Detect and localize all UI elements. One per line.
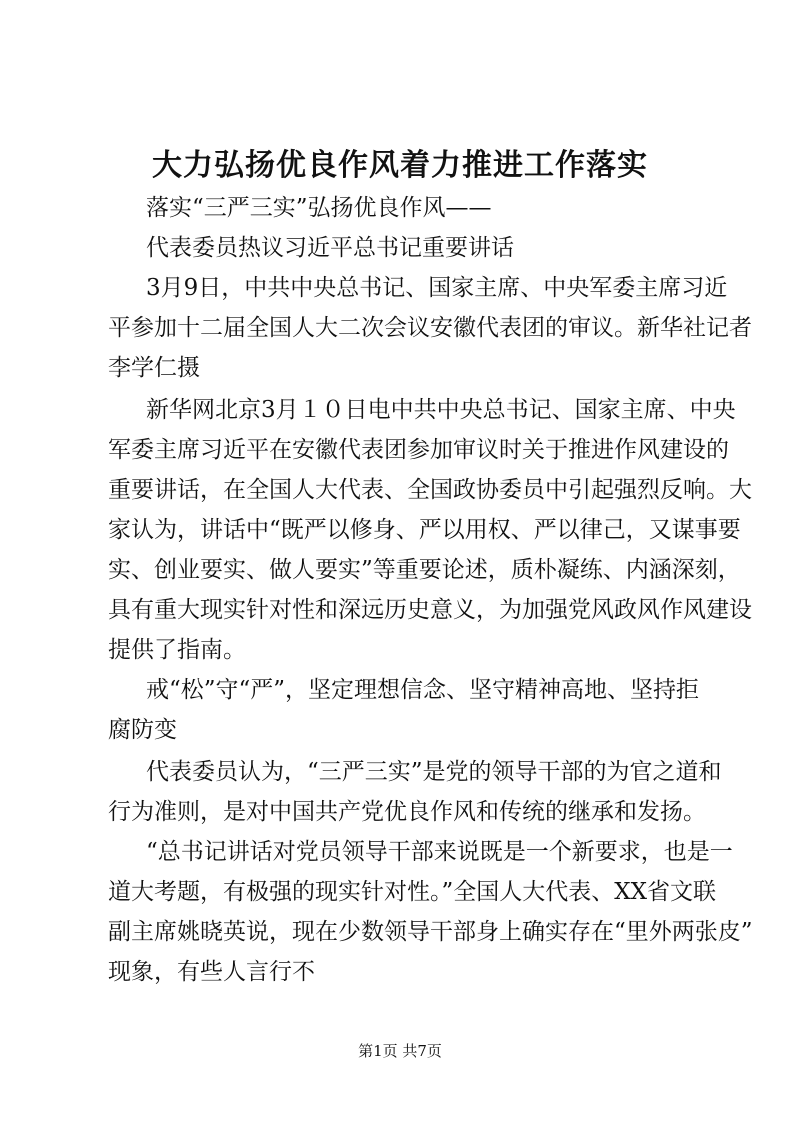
subtitle-paragraph xyxy=(108,228,698,268)
text-line: 现象，有些人言行不 xyxy=(108,959,315,985)
text-line: 道大考题，有极强的现实针对性。”全国人大代表、XX省文联 xyxy=(108,879,717,905)
text-line: 落实“三严三实”弘扬优良作风—— xyxy=(146,195,492,221)
subtitle-paragraph xyxy=(108,188,698,228)
body-paragraph xyxy=(108,832,753,992)
body-paragraph xyxy=(108,390,752,670)
text-line: 重要讲话，在全国人大代表、全国政协委员中引起强烈反响。大 xyxy=(108,477,752,503)
body-paragraph xyxy=(108,268,752,388)
text-line: 实、创业要实、做人要实”等重要论述，质朴凝练、内涵深刻， xyxy=(108,557,741,583)
text-line: 提供了指南。 xyxy=(108,637,246,663)
text-line: 戒“松”守“严”，坚定理想信念、坚守精神高地、坚持拒 xyxy=(146,677,700,703)
text-line: 副主席姚晓英说，现在少数领导干部身上确实存在“里外两张皮” xyxy=(108,919,753,945)
text-line: 平参加十二届全国人大二次会议安徽代表团的审议。新华社记者 xyxy=(108,315,752,341)
document-title: 大力弘扬优良作风着力推进工作落实 xyxy=(152,148,648,183)
text-line: 李学仁摄 xyxy=(108,355,200,381)
text-line: 3月9日，中共中央总书记、国家主席、中央军委主席习近 xyxy=(146,275,728,301)
text-line: 新华网北京3月１０日电中共中央总书记、国家主席、中央 xyxy=(146,397,736,423)
text-line: 行为准则，是对中国共产党优良作风和传统的继承和发扬。 xyxy=(108,799,706,825)
text-line: 军委主席习近平在安徽代表团参加审议时关于推进作风建设的 xyxy=(108,437,729,463)
text-line: 家认为，讲话中“既严以修身、严以用权、严以律己，又谋事要 xyxy=(108,517,741,543)
body-paragraph xyxy=(108,752,722,832)
text-line: 腐防变 xyxy=(108,717,177,743)
text-line: “总书记讲话对党员领导干部来说既是一个新要求，也是一 xyxy=(146,839,733,865)
text-line: 具有重大现实针对性和深远历史意义，为加强党风政风作风建设 xyxy=(108,597,752,623)
body-paragraph xyxy=(108,670,698,750)
text-line: 代表委员认为，“三严三实”是党的领导干部的为官之道和 xyxy=(146,759,722,785)
text-line: 代表委员热议习近平总书记重要讲话 xyxy=(146,235,514,261)
page-number-footer: 第1页 共7页 xyxy=(358,1042,442,1060)
